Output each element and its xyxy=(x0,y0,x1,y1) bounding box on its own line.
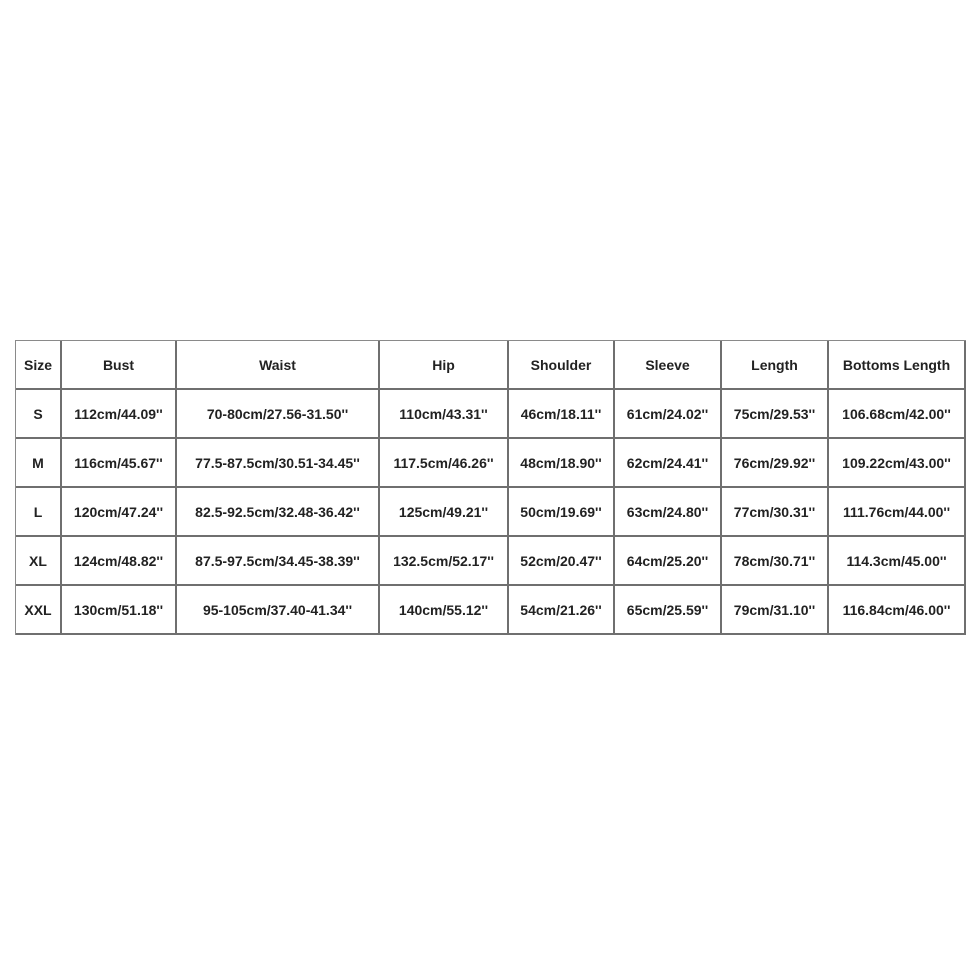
length-cell: 79cm/31.10'' xyxy=(722,586,829,635)
bottoms-length-cell: 111.76cm/44.00'' xyxy=(829,488,966,537)
header-bust: Bust xyxy=(62,341,177,390)
size-chart-table xyxy=(15,340,966,635)
length-cell: 76cm/29.92'' xyxy=(722,439,829,488)
header-shoulder: Shoulder xyxy=(509,341,615,390)
bust-cell: 116cm/45.67'' xyxy=(62,439,177,488)
table-row xyxy=(16,586,966,635)
header-size: Size xyxy=(16,341,62,390)
length-cell: 75cm/29.53'' xyxy=(722,390,829,439)
table-row xyxy=(16,488,966,537)
size-cell: XXL xyxy=(16,586,62,635)
length-cell: 78cm/30.71'' xyxy=(722,537,829,586)
sleeve-cell: 64cm/25.20'' xyxy=(615,537,722,586)
bottoms-length-cell: 114.3cm/45.00'' xyxy=(829,537,966,586)
sleeve-cell: 62cm/24.41'' xyxy=(615,439,722,488)
waist-cell: 77.5-87.5cm/30.51-34.45'' xyxy=(177,439,380,488)
bust-cell: 112cm/44.09'' xyxy=(62,390,177,439)
bottoms-length-cell: 109.22cm/43.00'' xyxy=(829,439,966,488)
size-cell: M xyxy=(16,439,62,488)
table-row xyxy=(16,390,966,439)
bottoms-length-cell: 106.68cm/42.00'' xyxy=(829,390,966,439)
bust-cell: 124cm/48.82'' xyxy=(62,537,177,586)
waist-cell: 70-80cm/27.56-31.50'' xyxy=(177,390,380,439)
hip-cell: 140cm/55.12'' xyxy=(380,586,509,635)
header-sleeve: Sleeve xyxy=(615,341,722,390)
header-hip: Hip xyxy=(380,341,509,390)
table-row xyxy=(16,439,966,488)
shoulder-cell: 50cm/19.69'' xyxy=(509,488,615,537)
header-row xyxy=(16,341,966,390)
hip-cell: 125cm/49.21'' xyxy=(380,488,509,537)
waist-cell: 82.5-92.5cm/32.48-36.42'' xyxy=(177,488,380,537)
bust-cell: 120cm/47.24'' xyxy=(62,488,177,537)
waist-cell: 87.5-97.5cm/34.45-38.39'' xyxy=(177,537,380,586)
waist-cell: 95-105cm/37.40-41.34'' xyxy=(177,586,380,635)
hip-cell: 132.5cm/52.17'' xyxy=(380,537,509,586)
hip-cell: 110cm/43.31'' xyxy=(380,390,509,439)
sleeve-cell: 63cm/24.80'' xyxy=(615,488,722,537)
table-row xyxy=(16,537,966,586)
shoulder-cell: 52cm/20.47'' xyxy=(509,537,615,586)
bust-cell: 130cm/51.18'' xyxy=(62,586,177,635)
shoulder-cell: 48cm/18.90'' xyxy=(509,439,615,488)
sleeve-cell: 65cm/25.59'' xyxy=(615,586,722,635)
header-length: Length xyxy=(722,341,829,390)
shoulder-cell: 54cm/21.26'' xyxy=(509,586,615,635)
sleeve-cell: 61cm/24.02'' xyxy=(615,390,722,439)
size-cell: XL xyxy=(16,537,62,586)
size-cell: S xyxy=(16,390,62,439)
bottoms-length-cell: 116.84cm/46.00'' xyxy=(829,586,966,635)
size-cell: L xyxy=(16,488,62,537)
header-waist: Waist xyxy=(177,341,380,390)
header-bottoms-length: Bottoms Length xyxy=(829,341,966,390)
hip-cell: 117.5cm/46.26'' xyxy=(380,439,509,488)
shoulder-cell: 46cm/18.11'' xyxy=(509,390,615,439)
length-cell: 77cm/30.31'' xyxy=(722,488,829,537)
